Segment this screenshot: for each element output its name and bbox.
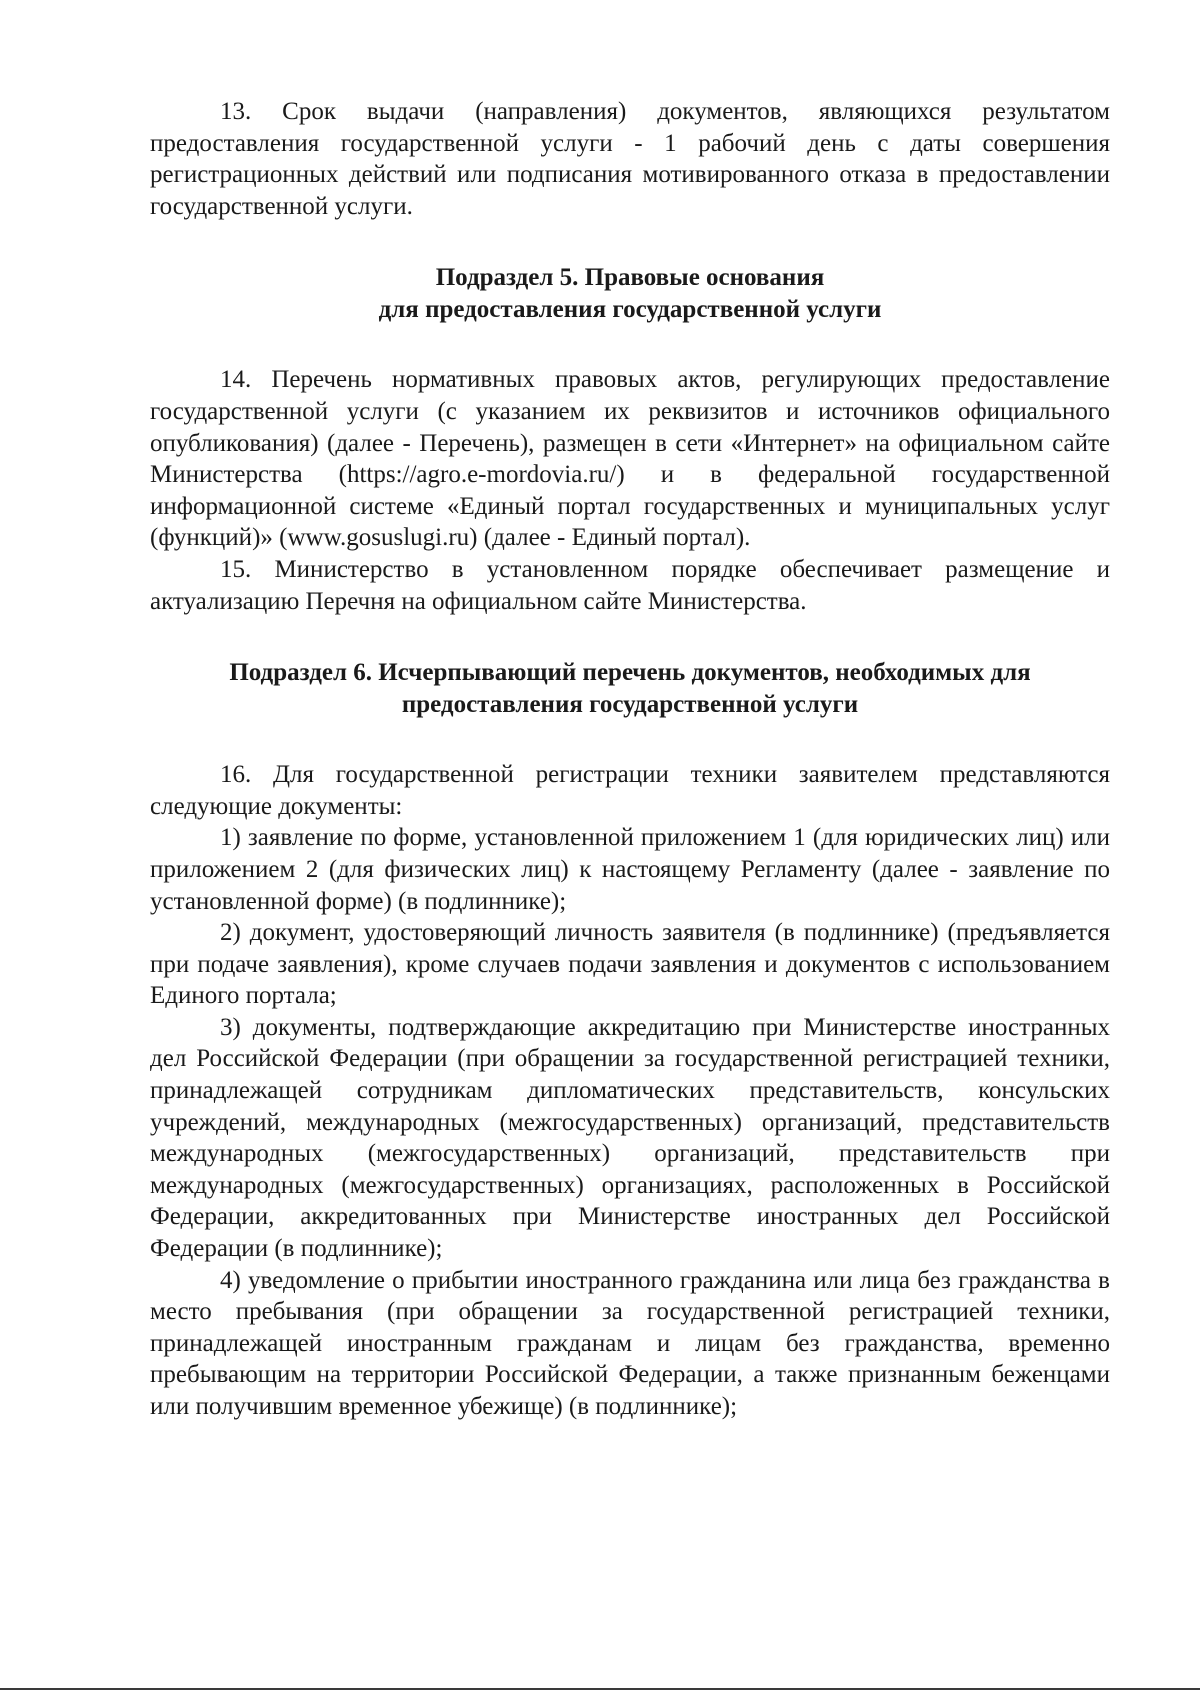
paragraph-16-item-2: 2) документ, удостоверяющий личность заявителя (в подлиннике) (предъявляется при подаче заявления), кроме случаев подачи заявления и документов с использованием Единого портала; (150, 919, 1110, 1010)
subsection-5-heading-line-1: Подраздел 5. Правовые основания (435, 264, 825, 292)
subsection-5-heading-line-2: для предоставления государственной услуги (378, 296, 882, 324)
paragraph-14: 14. Перечень нормативных правовых актов, регулирующих предоставление государственной услуги (с указанием их реквизитов и источников официального опубликования) (далее - Перечень), размещен в сети «Интернет» на официальном сайте Министерства (https://agro.e-mordovia.ru/) и в федеральной государственной информационной системе «Единый портал государственных и муниципальных услуг (функций)» (www.gosuslugi.ru) (далее - Единый портал). (150, 366, 1110, 552)
paragraph-16-item-3: 3) документы, подтверждающие аккредитацию при Министерстве иностранных дел Российской Федерации (при обращении за государственной регистрацией техники, принадлежащей сотрудникам дипломатических представительств, консульских учреждений, международных (межгосударственных) организаций, представительств международных (межгосударственных) организаций, представительств при международных (межгосударственных) организациях, расположенных в Российской Федерации, аккредитованных при Министерстве иностранных дел Российской Федерации (в подлиннике); (150, 1013, 1110, 1263)
subsection-6-heading-line-2: предоставления государственной услуги (401, 691, 859, 719)
paragraph-16: 16. Для государственной регистрации техники заявителем представляются следующие документы: (150, 761, 1110, 820)
subsection-6-heading (150, 657, 1110, 721)
subsection-5-heading (150, 262, 1110, 326)
subsection-6-heading-line-1: Подраздел 6. Исчерпывающий перечень документов, необходимых для (229, 659, 1031, 687)
paragraph-13: 13. Срок выдачи (направления) документов, являющихся результатом предоставления государственной услуги - 1 рабочий день с даты совершения регистрационных действий или подписания мотивированного отказа в предоставлении государственной услуги. (150, 98, 1110, 220)
paragraph-16-item-4: 4) уведомление о прибытии иностранного гражданина или лица без гражданства в место пребывания (при обращении за государственной регистрацией техники, принадлежащей иностранным гражданам и лицам без гражданства, временно пребывающим на территории Российской Федерации, а также признанным беженцами или получившим временное убежище) (в подлиннике); (150, 1266, 1110, 1420)
document-body (150, 96, 1110, 1423)
paragraph-16-item-1: 1) заявление по форме, установленной приложением 1 (для юридических лиц) или приложением 2 (для физических лиц) к настоящему Регламенту (далее - заявление по установленной форме) (в подлиннике); (150, 824, 1110, 915)
paragraph-15: 15. Министерство в установленном порядке обеспечивает размещение и актуализацию Перечня на официальном сайте Министерства. (150, 555, 1110, 615)
page-bottom-edge (0, 1688, 1200, 1690)
